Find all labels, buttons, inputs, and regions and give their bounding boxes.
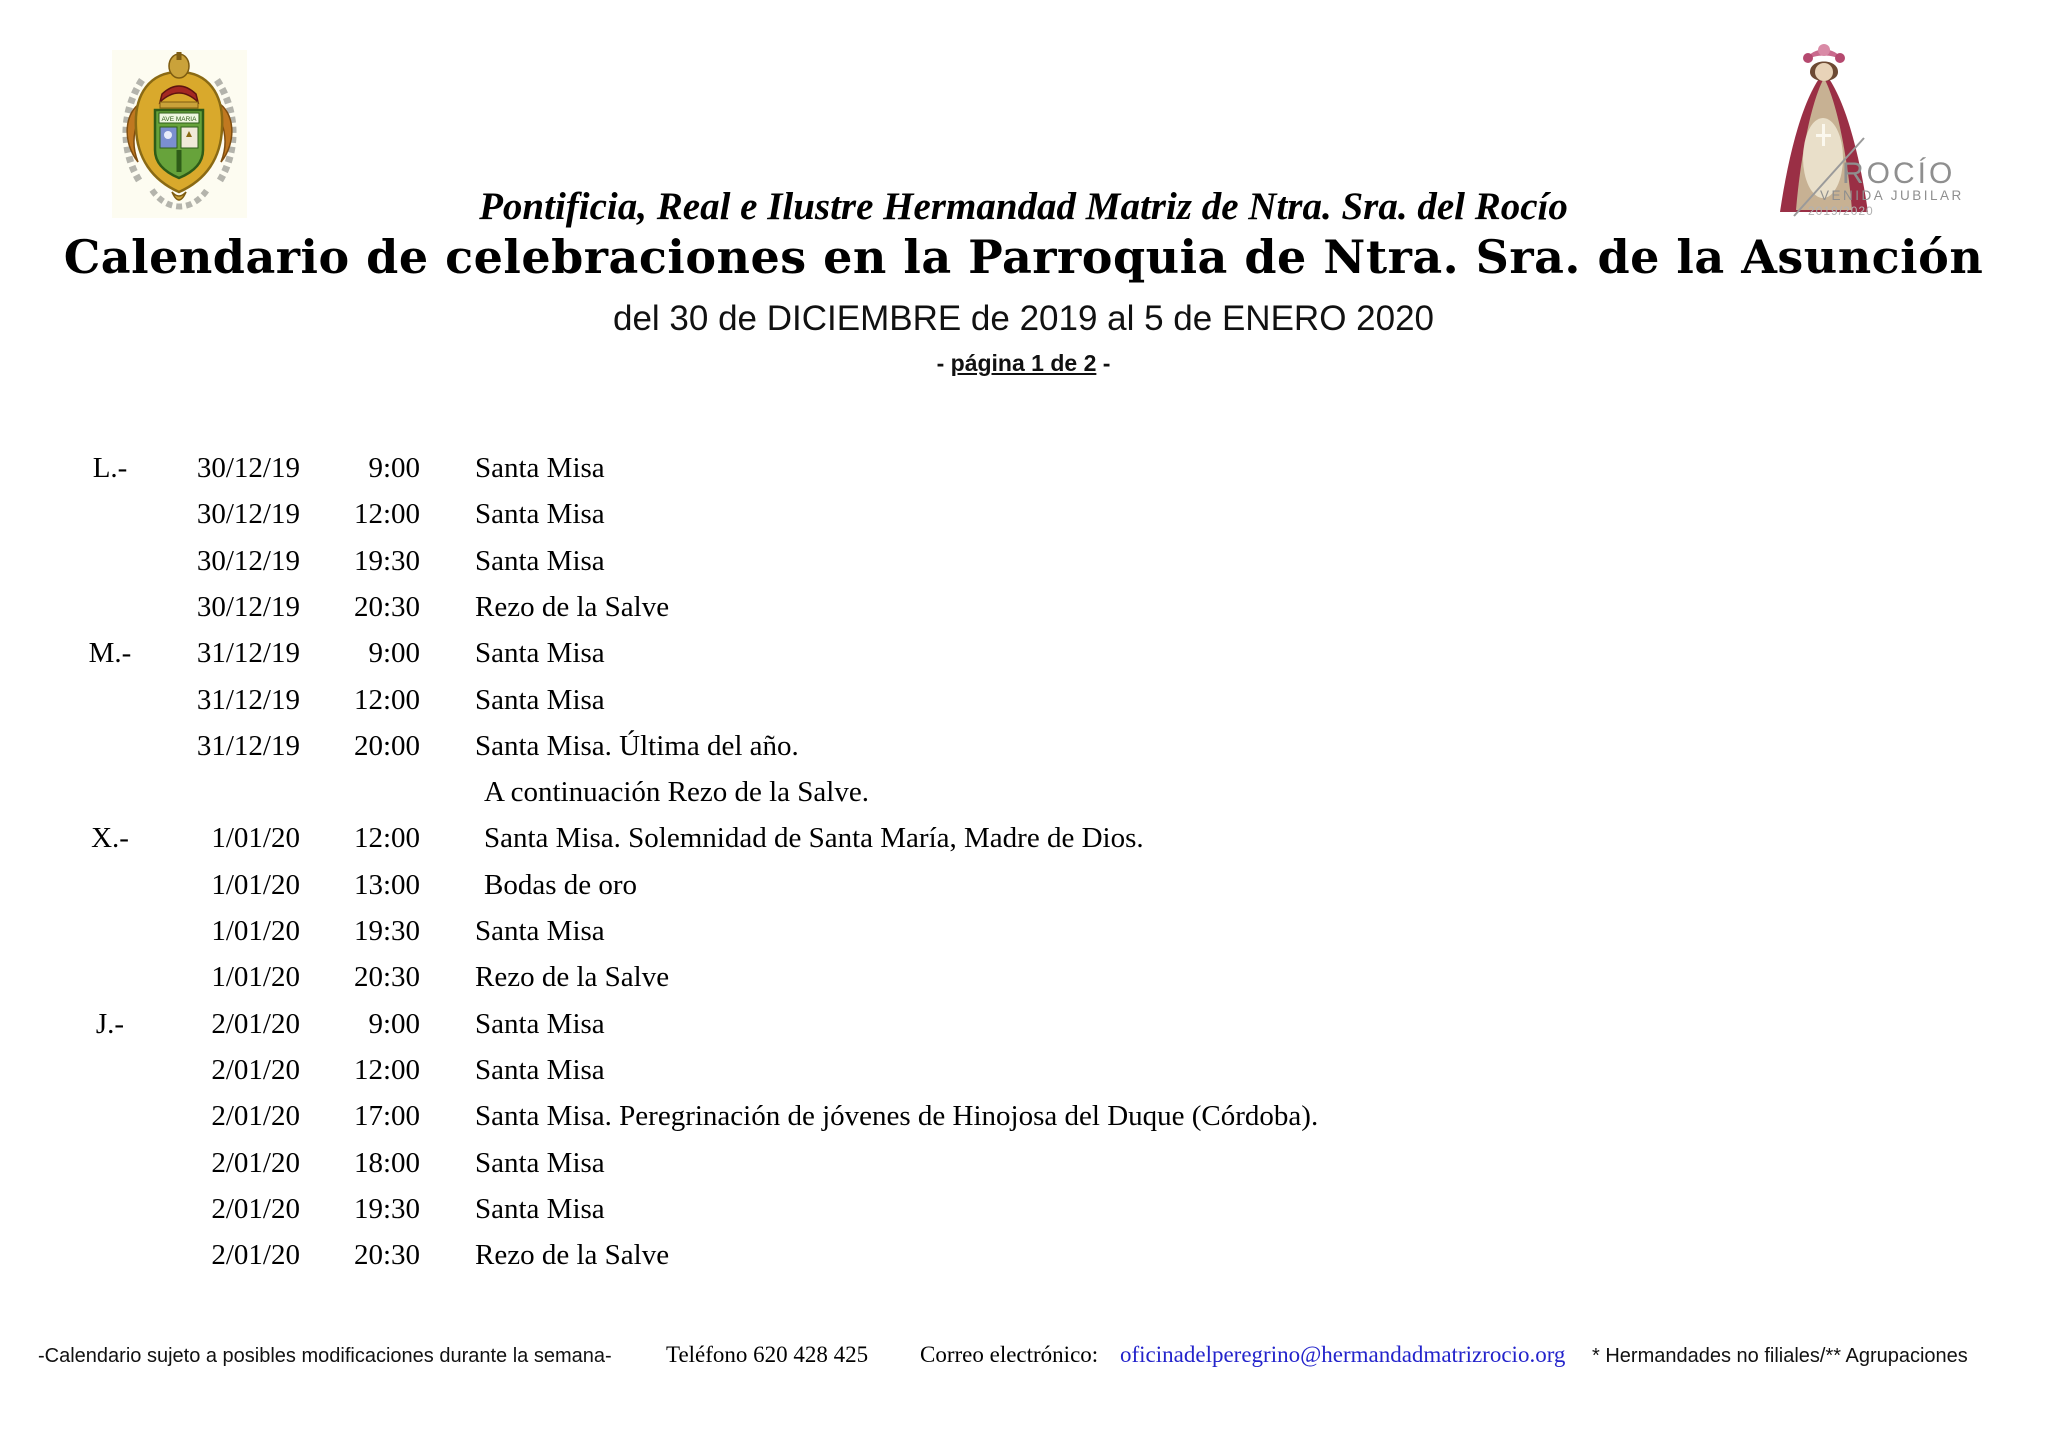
event-cell: Santa Misa. Peregrinación de jóvenes de Hinojosa del Duque (Córdoba). (475, 1100, 1319, 1133)
event-cell: Santa Misa (475, 544, 605, 577)
date-cell: 2/01/20 (211, 1192, 300, 1225)
event-cell: Santa Misa (475, 452, 605, 484)
crest-quarter-detail (164, 131, 172, 139)
organization-name: Pontificia, Real e Ilustre Hermandad Matriz de Ntra. Sra. del Rocío (479, 185, 1568, 228)
date-cell: 2/01/20 (211, 1053, 300, 1086)
date-cell: 30/12/19 (196, 498, 300, 531)
page-title: Calendario de celebraciones en la Parroquia de Ntra. Sra. de la Asunción (63, 230, 1984, 284)
event-cell: A continuación Rezo de la Salve. (484, 776, 869, 809)
time-cell: 9:00 (368, 637, 420, 670)
date-cell: 1/01/20 (211, 822, 300, 855)
date-range-subtitle: del 30 de DICIEMBRE de 2019 al 5 de ENERO 2020 (612, 299, 1435, 338)
crest-shield-stem (177, 150, 182, 172)
table-row (0, 730, 2047, 776)
table-row (0, 776, 2047, 822)
time-cell: 12:00 (353, 1053, 420, 1086)
time-cell: 19:30 (353, 915, 420, 947)
time-cell: 20:30 (353, 1239, 420, 1272)
rocio-wordmark: ROCÍO (1842, 157, 1956, 190)
time-cell: 12:00 (353, 498, 420, 531)
footer-email-link[interactable]: oficinadelperegrino@hermandadmatrizrocio.org (1120, 1342, 1566, 1367)
virgin-flower-right (1835, 53, 1845, 63)
rocio-subtitle: VENIDA JUBILAR (1820, 188, 1964, 203)
page-indicator-label: página 1 de 2 (950, 350, 1097, 376)
event-cell: Santa Misa (475, 683, 605, 716)
time-cell: 20:30 (353, 590, 420, 623)
table-row (0, 822, 2047, 868)
event-cell: Santa Misa (475, 1192, 605, 1225)
event-cell: Santa Misa (475, 1146, 605, 1179)
table-row (0, 1193, 2047, 1239)
event-cell: Santa Misa (475, 915, 605, 947)
crest-tiara-cross (177, 52, 182, 60)
table-row (0, 961, 2047, 1007)
table-row (0, 637, 2047, 683)
date-cell: 30/12/19 (196, 452, 300, 484)
time-cell: 20:00 (353, 729, 420, 762)
date-cell: 31/12/19 (196, 683, 300, 716)
table-row (0, 684, 2047, 730)
virgin-face (1815, 63, 1833, 81)
event-cell: Santa Misa. Última del año. (475, 729, 799, 762)
footer-email-label: Correo electrónico: (920, 1342, 1099, 1367)
table-row (0, 915, 2047, 961)
date-cell: 2/01/20 (211, 1100, 300, 1133)
day-cell: J.- (95, 1007, 125, 1040)
date-cell: 30/12/19 (196, 590, 300, 623)
table-row (0, 591, 2047, 637)
time-cell: 12:00 (353, 822, 420, 855)
event-cell: Rezo de la Salve (475, 590, 670, 623)
day-cell: M.- (88, 637, 132, 670)
rocio-season: 2019/2020 (1808, 204, 1874, 218)
event-cell: Santa Misa (475, 1053, 605, 1086)
event-cell: Santa Misa. Solemnidad de Santa María, Madre de Dios. (484, 822, 1144, 855)
time-cell: 9:00 (368, 1007, 420, 1040)
date-cell: 2/01/20 (211, 1007, 300, 1040)
time-cell: 20:30 (353, 961, 420, 994)
schedule-table (0, 452, 2047, 1292)
day-cell: X.- (91, 822, 129, 855)
page-indicator (0, 350, 2047, 377)
crest-banner-text: AVE MARIA (161, 116, 197, 123)
page-indicator-dash-left: - (936, 350, 951, 376)
date-cell: 1/01/20 (211, 961, 300, 994)
crest-crown-base (160, 102, 198, 108)
time-cell: 12:00 (353, 683, 420, 716)
date-cell: 1/01/20 (211, 915, 300, 947)
footer-note: -Calendario sujeto a posibles modificaciones durante la semana- (38, 1345, 612, 1367)
event-cell: Rezo de la Salve (475, 1239, 670, 1272)
time-cell: 18:00 (353, 1146, 420, 1179)
table-row (0, 1239, 2047, 1285)
footer (0, 1342, 2047, 1376)
table-row (0, 1054, 2047, 1100)
event-cell: Santa Misa (475, 637, 605, 670)
date-cell: 31/12/19 (196, 729, 300, 762)
table-row (0, 869, 2047, 915)
date-cell: 2/01/20 (211, 1239, 300, 1272)
date-cell: 1/01/20 (211, 868, 300, 901)
event-cell: Santa Misa (475, 1007, 605, 1040)
table-row (0, 498, 2047, 544)
event-cell: Bodas de oro (484, 868, 638, 901)
table-row (0, 1008, 2047, 1054)
event-cell: Rezo de la Salve (475, 961, 670, 994)
table-row (0, 1147, 2047, 1193)
virgin-flower-top (1818, 44, 1830, 56)
event-cell: Santa Misa (475, 498, 605, 531)
date-cell: 2/01/20 (211, 1146, 300, 1179)
footer-legend: * Hermandades no filiales/** Agrupaciones (1592, 1345, 1968, 1367)
time-cell: 17:00 (353, 1100, 420, 1133)
date-cell: 31/12/19 (196, 637, 300, 670)
day-cell: L.- (92, 452, 128, 484)
table-row (0, 1100, 2047, 1146)
table-row (0, 545, 2047, 591)
table-row (0, 452, 2047, 498)
page-indicator-dash-right: - (1096, 350, 1111, 376)
crest-quarter-right (181, 127, 198, 148)
date-cell: 30/12/19 (196, 544, 300, 577)
virgin-flower-left (1803, 53, 1813, 63)
footer-phone: Teléfono 620 428 425 (666, 1342, 869, 1367)
time-cell: 19:30 (353, 544, 420, 577)
time-cell: 13:00 (353, 868, 420, 901)
time-cell: 19:30 (353, 1192, 420, 1225)
time-cell: 9:00 (368, 452, 420, 484)
